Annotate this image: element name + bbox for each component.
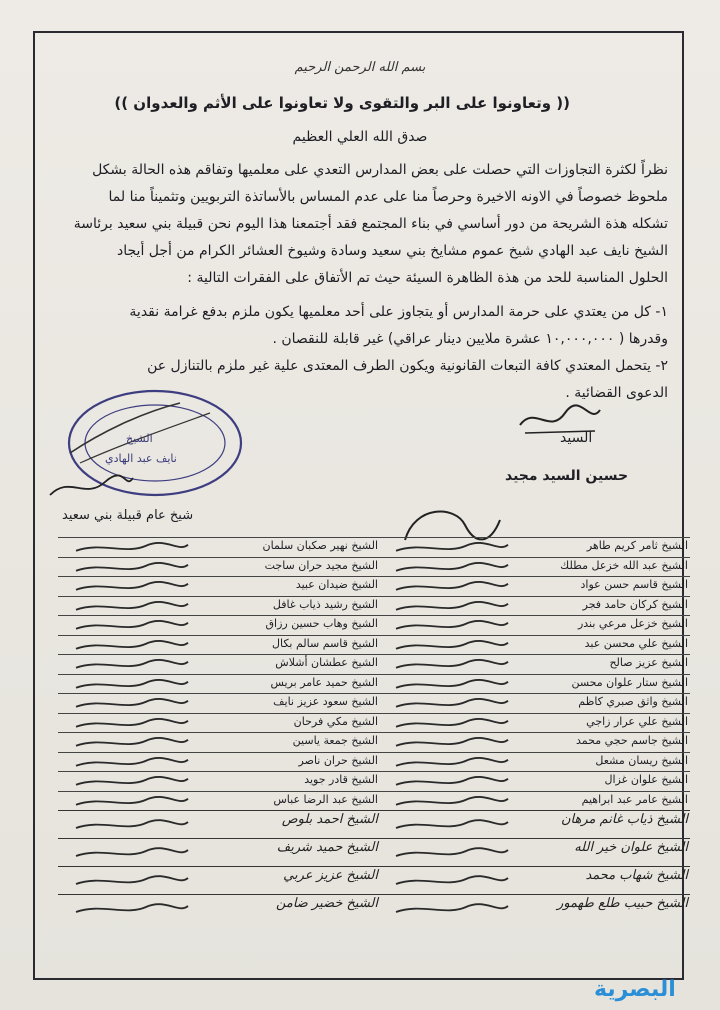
quran-verse: (( وتعاونوا على البر والتقوى ولا تعاونوا على الأثم والعدوان )) (114, 94, 570, 112)
signature-scribble (68, 616, 198, 636)
signature-scribble (388, 675, 518, 695)
table-row (58, 894, 690, 923)
table-row (58, 693, 690, 714)
signatory-name: الشيخ رشيد ذياب غافل (272, 597, 378, 611)
signatory-name: الشيخ ريسان مشعل (595, 753, 688, 767)
signatory-name: الشيخ ذياب غانم مرهان (560, 812, 688, 827)
basmala: بسم الله الرحمن الرحيم (294, 60, 426, 75)
signatory-name: الشيخ علوان غزال (604, 773, 688, 786)
table-row (58, 866, 690, 895)
signatory-name: الشيخ ثامر كريم طاهر (586, 539, 688, 552)
signatory-name: الشيخ علوان خير الله (574, 840, 688, 855)
table-row (58, 752, 690, 773)
paragraph-line: نظراً لكثرة التجاوزات التي حصلت على بعض المدارس التعدي على معلميها وتفاقم هذه الحالة بشكل (92, 162, 668, 178)
signatory-name: الشيخ جاسم حجي محمد (575, 734, 688, 747)
table-row (58, 557, 690, 578)
signature-scribble (388, 792, 518, 812)
signature-scribble (388, 895, 518, 923)
signatory-name: الشيخ خضير ضامن (275, 896, 378, 911)
signature-scribble (388, 597, 518, 617)
table-row (58, 576, 690, 597)
signatory-name: الشيخ حميد شريف (276, 840, 378, 855)
table-row (58, 713, 690, 734)
signatory-name: الشيخ خزعل مرعي بندر (577, 617, 688, 630)
signatory-name: الشيخ قادر جويد (304, 773, 378, 786)
tribe-sheikh-signature (45, 470, 135, 505)
sayyid-label: السيد (560, 430, 593, 446)
signature-scribble (68, 895, 198, 923)
table-row (58, 791, 690, 812)
signature-scribble (68, 714, 198, 734)
paragraph-line: الشيخ نايف عبد الهادي شيخ عموم مشايخ بني سعيد وسادة وشيوخ العشائر الكرام من أجل أيجاد (117, 243, 668, 259)
signature-scribble (68, 733, 198, 753)
signature-scribble (68, 772, 198, 792)
signatory-name: الشيخ نهير صكبان سلمان (262, 539, 378, 552)
signature-scribble (68, 867, 198, 895)
signatory-name: الشيخ ضيدان عبيد (295, 578, 378, 591)
signature-scribble (68, 655, 198, 675)
signature-scribble (388, 538, 518, 558)
signature-scribble (388, 714, 518, 734)
signature-scribble (388, 839, 518, 867)
signatory-name: الشيخ سعود عزيز نايف (273, 695, 378, 708)
signatory-name: الشيخ عبد الله خزعل مطلك (560, 558, 688, 572)
signature-scribble (68, 577, 198, 597)
signatory-name: الشيخ علي محسن عبد (584, 636, 688, 650)
clause-2-line: الدعوى القضائية . (565, 385, 668, 401)
table-row (58, 615, 690, 636)
table-row (58, 635, 690, 656)
signature-scribble (388, 636, 518, 656)
signature-scribble (68, 839, 198, 867)
table-row (58, 810, 690, 839)
signatory-name: الشيخ ستار علوان محسن (571, 675, 688, 689)
signatory-name: الشيخ جمعة ياسين (292, 734, 378, 747)
signature-scribble (388, 694, 518, 714)
tribe-sheikh-title: شيخ عام قبيلة بني سعيد (62, 508, 194, 523)
signatory-name: الشيخ عطشان أشلاش (275, 656, 378, 669)
signature-scribble (68, 694, 198, 714)
signatory-name: الشيخ علي عرار زاجي (586, 714, 688, 728)
signature-scribble (68, 811, 198, 839)
signature-scribble (388, 867, 518, 895)
publisher-logo (588, 972, 716, 1008)
table-row (58, 596, 690, 617)
signatory-name: الشيخ كركان حامد فجر (582, 597, 688, 611)
paragraph-line: ملحوظ خصوصاً في الاونه الاخيرة وحرصاً منا على عدم المساس بالأساتذة التربويين وتثميناً منا لما (108, 189, 668, 205)
sayyid-name: حسين السيد مجيد (505, 468, 629, 484)
signature-scribble (68, 675, 198, 695)
table-row (58, 654, 690, 675)
signature-scribble (68, 538, 198, 558)
signatory-name: الشيخ حران ناصر (298, 753, 378, 767)
signature-scribble (68, 753, 198, 773)
logo-text: البصرية (594, 977, 676, 1002)
verse-closing: صدق الله العلي العظيم (292, 129, 428, 145)
signatory-name: الشيخ احمد بلوص (281, 812, 378, 827)
signatories-table (58, 537, 690, 973)
signature-scribble (388, 772, 518, 792)
signatory-name: الشيخ شهاب محمد (585, 868, 688, 883)
signatory-name: الشيخ وهاب حسين رزاق (265, 617, 378, 630)
table-row (58, 838, 690, 867)
signatory-name: الشيخ عزيز عربي (283, 868, 378, 883)
clause-2-line: ٢- يتحمل المعتدي كافة التبعات القانونية ويكون الطرف المعتدى علية غير ملزم بالتنازل عن (147, 358, 668, 374)
signature-scribble (388, 811, 518, 839)
signature-scribble (388, 655, 518, 675)
table-row (58, 674, 690, 695)
table-row (58, 771, 690, 792)
signatory-name: الشيخ عبد الرضا عباس (273, 792, 378, 806)
clause-1-line: وقدرها ( ١٠,٠٠٠,٠٠٠ عشرة ملايين دينار عراقي) غير قابلة للنقصان . (272, 331, 668, 347)
signature-scribble (68, 597, 198, 617)
signatory-name: الشيخ عزيز صالح (609, 656, 688, 669)
signatory-name: الشيخ حبيب طلع طهمور (557, 896, 688, 911)
signatory-name: الشيخ مجيد حران ساجت (264, 558, 378, 572)
paragraph-line: الحلول المناسبة للحد من هذة الظاهرة السيئة حيث تم الأتفاق على الفقرات التالية : (187, 270, 668, 286)
seal-text: نايف عبد الهادي (105, 452, 177, 465)
paragraph-line: تشكله هذة الشريحة من دور أساسي في بناء المجتمع فقد أجتمعنا هذا اليوم نحن قبيلة بني سعيد برئاسة (73, 216, 668, 232)
seal-text: الشيخ (126, 432, 153, 445)
signature-scribble (68, 792, 198, 812)
signatory-name: الشيخ قاسم حسن عواد (580, 578, 688, 591)
signature-scribble (388, 753, 518, 773)
signatory-name: الشيخ عامر عبد ابراهيم (581, 792, 688, 806)
table-row (58, 537, 690, 558)
signatory-name: الشيخ مكي فرحان (293, 714, 378, 728)
signature-scribble (68, 558, 198, 578)
signatory-name: الشيخ قاسم سالم بكال (272, 636, 378, 650)
signature-scribble (388, 577, 518, 597)
table-row (58, 732, 690, 753)
signature-scribble (388, 558, 518, 578)
signatory-name: الشيخ حميد عامر بريس (270, 675, 378, 689)
signature-scribble (388, 733, 518, 753)
signatory-name: الشيخ واثق صبري كاظم (578, 695, 688, 708)
signature-scribble (68, 636, 198, 656)
clause-1-line: ١- كل من يعتدي على حرمة المدارس أو يتجاوز على أحد معلميها يكون ملزم بدفع غرامة نقدية (129, 304, 668, 320)
signature-scribble (388, 616, 518, 636)
